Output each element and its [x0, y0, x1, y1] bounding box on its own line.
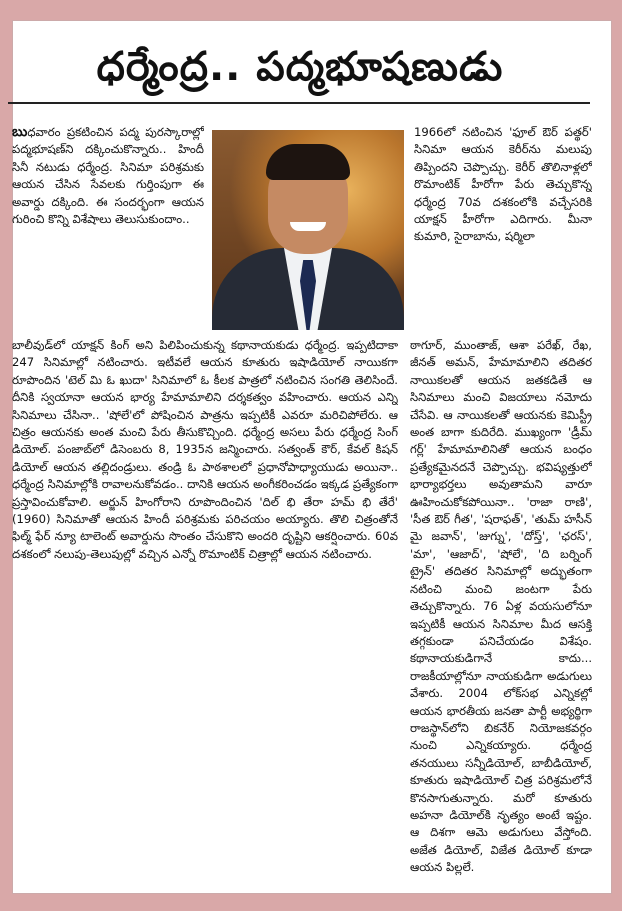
- dharmendra-photo: [212, 130, 404, 330]
- intro-text: ధవారం ప్రకటించిన పద్మ పురస్కారాల్లో పద్మభూషణ్‌ని దక్కించుకొన్నారు.. హిందీ సినీ నటుడు ధర్మేంద్ర. సినిమా పరిశ్రమకు ఆయన చేసిన సేవలకు గుర్తింపుగా ఈ అవార్డు దక్కింది. ఈ సందర్భంగా ఆయన గురించి కొన్ని విశేషాలు తెలుసుకుందాం..: [12, 125, 204, 227]
- photo-hair: [266, 144, 350, 180]
- photo-smile: [290, 222, 326, 231]
- intro-column: [12, 124, 204, 336]
- right-top-text: 1966లో నటించిన 'ఫూల్ ఔర్ పత్థర్' సినిమా ఆయన కెరీర్‌ను మలుపు తిప్పిందని చెప్పొచ్చు. కెరీర్ తొలినాళ్లలో రొమాంటిక్ హీరోగా పేరు తెచ్చుకొన్న ధర్మేంద్ర 70వ దశకంలోకి వచ్చేసరికి యాక్షన్ హీరోగా ఎదిగారు. మీనా కుమారి, సైరాబాను, షర్మిలా: [414, 125, 592, 244]
- headline-rule: [8, 102, 590, 104]
- right-body-column: [410, 337, 592, 882]
- right-body-text: ఠాగూర్, ముంతాజ్, ఆశా పరేఖ్, రేఖ, జీనత్ అమన్, హేమామాలిని తదితర నాయికలతో ఆయన జతకడితే ఆ సినిమాలు మంచి విజయాలు నమోదు చేసేవి. ఆ నాయికలతో ఆయనకు కెమిస్ట్రీ అంత బాగా కుదిరేది. ముఖ్యంగా 'డ్రీమ్ గర్ల్' హేమామాలినితో ఆయన బంధం ప్రత్యేకమైనదనే చెప్పొచ్చు. భవిష్యత్తులో భార్యాభర్తలు అవుతామని వారూ ఊహించుకోకపోయినా.. 'రాజా రాణి', 'సీత ఔర్ గీత', 'షరాఫత్', 'తుమ్ హసీన్ మై జవాన్', 'జుగ్ను', 'దోస్త్', 'ఛరస్', 'మా', 'ఆజాద్', 'షోలే', 'ది బర్నింగ్ ట్రైన్' తదితర సినిమాల్లో అద్భుతంగా నటించి మంచి జంటగా పేరు తెచ్చుకొన్నారు. 76 ఏళ్ల వయసులోనూ ఇప్పటికీ ఆయన సినిమాల మీద ఆసక్తి తగ్గకుండా పనిచేయడం విశేషం. కథానాయకుడిగానే కాదు... రాజకీయాల్లోనూ నాయకుడిగా అడుగులు వేశారు. 2004 లోక్‌సభ ఎన్నికల్లో ఆయన భారతీయ జనతా పార్టీ అభ్యర్థిగా రాజస్థాన్‌లోని బికనేర్ నియోజకవర్గం నుంచి ఎన్నికయ్యారు. ధర్మేంద్ర తనయులు సన్నీడియోల్, బాబీడియోల్, కూతురు ఇషాడియోల్ చిత్ర పరిశ్రమలోనే కొనసాగుతున్నారు. మరో కూతురు అహనా డియోల్‌కి నృత్యం అంటే ఇష్టం. ఆ దిశగా ఆమె అడుగులు వేస్తోంది. అజేత డియోల్, విజేత డియోల్ కూడా ఆయన పిల్లలే.: [410, 338, 592, 875]
- right-top-column: [414, 124, 592, 336]
- left-body-text: బాలీవుడ్‌లో యాక్షన్ కింగ్ అని పిలిపించుకున్న కథానాయకుడు ధర్మేంద్ర. ఇప్పటిదాకా 247 సినిమాల్లో నటించారు. ఇటీవలే ఆయన కూతురు ఇషాడియోల్ నాయికగా రూపొందిన 'టెల్ మి ఓ ఖుదా' సినిమాలో ఓ కీలక పాత్రలో నటించిన సంగతి తెలిసిందే. దీనికి స్వయానా ఆయన భార్య హేమామాలిని దర్శకత్వం వహించారు. ఆయన ఎన్ని సినిమాలు చేసినా.. 'షోలే'లో పోషించిన పాత్రను ఇప్పటికీ ఎవరూ మరిచిపోలేరు. ఆ చిత్రం ఆయనకు అంత మంచి పేరు తీసుకొచ్చింది. ధర్మేంద్ర అసలు పేరు ధర్మేంద్ర సింగ్ డియోల్. పంజాబ్‌లో డిసెంబరు 8, 1935న జన్మించారు. సత్వంత్ కౌర్, కేవల్ కిషన్ డియోల్ ఆయన తల్లిదండ్రులు. తండ్రి ఓ పాఠశాలలో ప్రధానోపాధ్యాయుడు అయినా.. ధర్మేంద్ర సినిమాల్లోకి రావాలనుకోవడం.. దానికి ఆయన అంగీకరించడం ఇక్కడ ప్రత్యేకంగా ప్రస్తావించుకోవాలి. అర్జున్ హింగోరాని రూపొందించిన 'దిల్ భి తేరా హమ్ భి తేరే' (1960) సినిమాతో ఆయన హిందీ పరిశ్రమకు పరిచయం అయ్యారు. తొలి చిత్రంతోనే ఫిల్మ్ ఫేర్ న్యూ టాలెంట్ అవార్డును సొంతం చేసుకొని అందరి దృష్టిని ఆకర్షించారు. 60వ దశకంలో నలుపు-తెలుపుల్లో వచ్చిన ఎన్నో రొమాంటిక్ చిత్రాల్లో ఆయన నటించారు.: [12, 338, 398, 561]
- headline: ధర్మేంద్ర.. పద్మభూషణుడు: [96, 44, 504, 90]
- left-body-column: [12, 337, 398, 882]
- dropcap: బు: [12, 124, 28, 140]
- intro-paragraph: [12, 124, 204, 228]
